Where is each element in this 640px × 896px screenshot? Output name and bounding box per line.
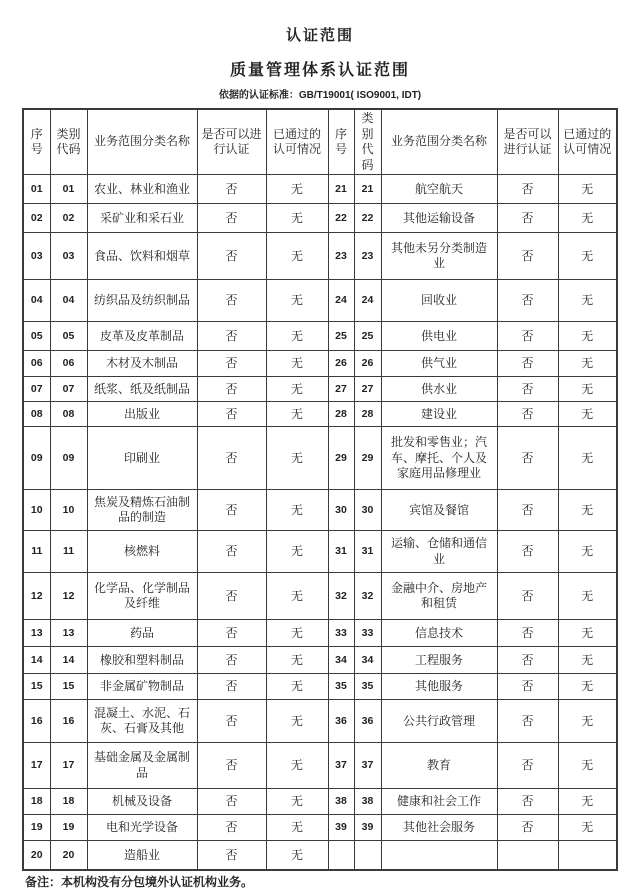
cell-name-left: 核燃料 [87,531,197,573]
cell-seq-right: 28 [328,402,354,427]
cell-accreditation-left: 无 [266,402,328,427]
cell-seq-right: 22 [328,204,354,233]
cell-code-right: 39 [354,815,381,841]
cell-code-left: 07 [50,377,87,402]
cell-code-left: 17 [50,743,87,789]
cell-name-right: 健康和社会工作 [381,789,497,815]
cell-certifiable-right: 否 [497,789,558,815]
table-row [23,620,617,647]
cell-code-left: 19 [50,815,87,841]
cell-code-right: 36 [354,700,381,743]
cell-seq-right: 31 [328,531,354,573]
cell-code-right: 24 [354,280,381,322]
cell-seq-left: 16 [23,700,50,743]
cell-seq-right: 23 [328,233,354,280]
cell-certifiable-left: 否 [197,175,266,204]
header-seq-right: 序号 [328,109,354,175]
cell-code-left: 14 [50,647,87,674]
cell-certifiable-left: 否 [197,647,266,674]
cell-certifiable-right: 否 [497,351,558,377]
cell-seq-left: 06 [23,351,50,377]
cell-certifiable-left: 否 [197,573,266,620]
table-row [23,815,617,841]
cell-seq-right: 37 [328,743,354,789]
cell-certifiable-left: 否 [197,789,266,815]
cell-accreditation-right: 无 [558,815,617,841]
cell-accreditation-right: 无 [558,377,617,402]
table-row [23,573,617,620]
cell-accreditation-right: 无 [558,402,617,427]
cell-code-left: 03 [50,233,87,280]
table-row [23,531,617,573]
cell-seq-right: 27 [328,377,354,402]
cell-seq-right: 25 [328,322,354,351]
cell-code-right: 34 [354,647,381,674]
cell-code-left: 11 [50,531,87,573]
cell-code-left: 05 [50,322,87,351]
cell-accreditation-left: 无 [266,280,328,322]
cell-name-left: 混凝土、水泥、石灰、石膏及其他 [87,700,197,743]
cell-certifiable-right: 否 [497,280,558,322]
cell-certifiable-right: 否 [497,674,558,700]
cell-name-right: 其他未另分类制造业 [381,233,497,280]
cell-accreditation-left: 无 [266,377,328,402]
header-accreditation-left: 已通过的认可情况 [266,109,328,175]
header-code-right: 类别代码 [354,109,381,175]
header-certifiable-right: 是否可以进行认证 [497,109,558,175]
cell-seq-right: 34 [328,647,354,674]
cell-certifiable-right: 否 [497,490,558,531]
cell-code-right: 21 [354,175,381,204]
cell-name-right: 金融中介、房地产和租赁 [381,573,497,620]
header-seq-left: 序号 [23,109,50,175]
cell-certifiable-left: 否 [197,620,266,647]
cell-name-left: 印刷业 [87,427,197,490]
cell-code-right: 33 [354,620,381,647]
cell-accreditation-left: 无 [266,647,328,674]
cell-certifiable-right: 否 [497,743,558,789]
cell-certifiable-right: 否 [497,700,558,743]
cell-certifiable-left: 否 [197,204,266,233]
cell-seq-left: 18 [23,789,50,815]
cell-seq-left: 07 [23,377,50,402]
table-head [23,109,617,175]
cell-seq-left: 04 [23,280,50,322]
cell-seq-right: 38 [328,789,354,815]
cell-name-left: 出版业 [87,402,197,427]
cell-accreditation-right: 无 [558,647,617,674]
cell-name-left: 食品、饮料和烟草 [87,233,197,280]
cell-accreditation-left: 无 [266,743,328,789]
table-body [23,175,617,871]
cell-seq-right: 21 [328,175,354,204]
header-name-left: 业务范围分类名称 [87,109,197,175]
cell-name-left: 非金属矿物制品 [87,674,197,700]
cell-accreditation-left: 无 [266,175,328,204]
cell-seq-left: 20 [23,841,50,871]
cell-code-left: 12 [50,573,87,620]
cell-accreditation-left: 无 [266,204,328,233]
cell-seq-right: 30 [328,490,354,531]
cell-certifiable-right: 否 [497,322,558,351]
standard-label: 依据的认证标准： [218,90,299,102]
cell-name-left: 电和光学设备 [87,815,197,841]
cell-name-right: 供气业 [381,351,497,377]
cell-certifiable-right: 否 [497,377,558,402]
cell-name-right: 回收业 [381,280,497,322]
cell-name-left: 农业、林业和渔业 [87,175,197,204]
cell-accreditation-left: 无 [266,427,328,490]
cell-code-right: 22 [354,204,381,233]
cell-code-left: 04 [50,280,87,322]
cell-accreditation-right: 无 [558,490,617,531]
cell-seq-right: 29 [328,427,354,490]
table-row [23,490,617,531]
cell-accreditation-left: 无 [266,674,328,700]
cell-code-left: 01 [50,175,87,204]
cell-accreditation-left: 无 [266,233,328,280]
cell-seq-left: 08 [23,402,50,427]
table-row [23,789,617,815]
cell-certifiable-left: 否 [197,743,266,789]
header-accreditation-right: 已通过的认可情况 [558,109,617,175]
cell-seq-left: 11 [23,531,50,573]
cell-name-right: 信息技术 [381,620,497,647]
cell-accreditation-left: 无 [266,620,328,647]
cell-seq-right: 35 [328,674,354,700]
cell-seq-right: 39 [328,815,354,841]
cell-code-left: 10 [50,490,87,531]
cell-accreditation-right: 无 [558,322,617,351]
cell-code-right: 27 [354,377,381,402]
cell-accreditation-left: 无 [266,573,328,620]
cell-accreditation-left: 无 [266,322,328,351]
cell-certifiable-left: 否 [197,531,266,573]
cell-name-left: 木材及木制品 [87,351,197,377]
table-row [23,700,617,743]
cell-name-right: 教育 [381,743,497,789]
cell-certifiable-right: 否 [497,620,558,647]
cell-code-left: 09 [50,427,87,490]
cell-seq-left: 17 [23,743,50,789]
cell-accreditation-left: 无 [266,700,328,743]
cell-seq-right [328,841,354,871]
cell-seq-left: 01 [23,175,50,204]
cell-accreditation-right: 无 [558,280,617,322]
cell-code-left: 18 [50,789,87,815]
cell-accreditation-left: 无 [266,841,328,871]
cell-code-left: 16 [50,700,87,743]
standard-line [0,90,640,101]
cell-accreditation-right: 无 [558,531,617,573]
cell-name-right: 工程服务 [381,647,497,674]
cell-certifiable-right: 否 [497,204,558,233]
cell-accreditation-right: 无 [558,573,617,620]
cell-certifiable-left: 否 [197,351,266,377]
cell-seq-left: 09 [23,427,50,490]
cell-code-left: 06 [50,351,87,377]
table-row [23,322,617,351]
cell-certifiable-left: 否 [197,490,266,531]
cell-accreditation-right: 无 [558,620,617,647]
cell-seq-right: 33 [328,620,354,647]
cell-seq-left: 15 [23,674,50,700]
cell-name-left: 橡胶和塑料制品 [87,647,197,674]
cell-name-right: 批发和零售业；汽车、摩托、个人及家庭用品修理业 [381,427,497,490]
table-row [23,351,617,377]
table-row [23,674,617,700]
standard-value: GB/T19001( ISO9001, IDT) [298,90,422,102]
header-code-left: 类别代码 [50,109,87,175]
cell-name-left: 焦炭及精炼石油制品的制造 [87,490,197,531]
cell-name-left: 纺织品及纺织制品 [87,280,197,322]
cell-code-right [354,841,381,871]
cell-accreditation-right [558,841,617,871]
cell-seq-left: 05 [23,322,50,351]
cell-name-right: 建设业 [381,402,497,427]
cell-certifiable-right: 否 [497,531,558,573]
cell-accreditation-right: 无 [558,743,617,789]
cell-name-right: 其他服务 [381,674,497,700]
cell-accreditation-left: 无 [266,531,328,573]
cell-seq-left: 03 [23,233,50,280]
cell-certifiable-right: 否 [497,573,558,620]
cell-name-right: 运输、仓储和通信业 [381,531,497,573]
cell-code-right: 26 [354,351,381,377]
cell-seq-left: 10 [23,490,50,531]
cell-code-left: 13 [50,620,87,647]
cell-code-right: 25 [354,322,381,351]
cell-code-left: 08 [50,402,87,427]
table-row [23,233,617,280]
table-row [23,647,617,674]
cell-accreditation-left: 无 [266,351,328,377]
cell-name-right: 公共行政管理 [381,700,497,743]
cell-accreditation-right: 无 [558,674,617,700]
cell-name-left: 纸浆、纸及纸制品 [87,377,197,402]
cell-code-right: 28 [354,402,381,427]
table-row [23,427,617,490]
cell-seq-right: 26 [328,351,354,377]
cell-code-left: 02 [50,204,87,233]
cell-name-right [381,841,497,871]
table-row [23,841,617,871]
cell-name-left: 造船业 [87,841,197,871]
cell-certifiable-right: 否 [497,175,558,204]
cell-accreditation-left: 无 [266,815,328,841]
cell-code-right: 29 [354,427,381,490]
cell-certifiable-right: 否 [497,427,558,490]
cell-accreditation-left: 无 [266,490,328,531]
cell-certifiable-left: 否 [197,402,266,427]
page-title: 认证范围 [285,28,354,44]
cell-certifiable-left: 否 [197,377,266,402]
cell-accreditation-right: 无 [558,233,617,280]
cell-certifiable-left: 否 [197,322,266,351]
cell-name-right: 供水业 [381,377,497,402]
cell-code-right: 23 [354,233,381,280]
header-row [23,109,617,175]
cell-name-left: 采矿业和采石业 [87,204,197,233]
cell-code-right: 32 [354,573,381,620]
cell-accreditation-right: 无 [558,427,617,490]
cell-certifiable-right [497,841,558,871]
cell-name-right: 供电业 [381,322,497,351]
cell-code-right: 31 [354,531,381,573]
certification-scope-table [22,108,618,871]
cell-accreditation-left: 无 [266,789,328,815]
cell-certifiable-right: 否 [497,647,558,674]
cell-code-right: 37 [354,743,381,789]
cell-code-right: 30 [354,490,381,531]
cell-certifiable-left: 否 [197,427,266,490]
table-row [23,402,617,427]
cell-name-left: 药品 [87,620,197,647]
table-row [23,280,617,322]
cell-certifiable-left: 否 [197,815,266,841]
cell-name-left: 化学品、化学制品及纤维 [87,573,197,620]
cell-certifiable-right: 否 [497,233,558,280]
table-row [23,377,617,402]
cell-certifiable-right: 否 [497,402,558,427]
cell-accreditation-right: 无 [558,789,617,815]
footnote: 备注：本机构没有分包境外认证机构业务。 [25,875,254,890]
cell-certifiable-right: 否 [497,815,558,841]
table-row [23,204,617,233]
cell-name-right: 其他运输设备 [381,204,497,233]
table-row [23,743,617,789]
cell-code-left: 15 [50,674,87,700]
cell-seq-right: 32 [328,573,354,620]
cell-seq-left: 19 [23,815,50,841]
table-row [23,175,617,204]
header-name-right: 业务范围分类名称 [381,109,497,175]
cell-name-right: 航空航天 [381,175,497,204]
header-certifiable-left: 是否可以进行认证 [197,109,266,175]
cell-name-right: 其他社会服务 [381,815,497,841]
cell-seq-left: 02 [23,204,50,233]
cell-code-right: 38 [354,789,381,815]
cell-code-left: 20 [50,841,87,871]
cell-certifiable-left: 否 [197,841,266,871]
page-subtitle: 质量管理体系认证范围 [229,61,410,79]
cell-seq-right: 24 [328,280,354,322]
cell-accreditation-right: 无 [558,204,617,233]
cell-certifiable-left: 否 [197,233,266,280]
cell-certifiable-left: 否 [197,674,266,700]
cell-name-left: 皮革及皮革制品 [87,322,197,351]
cell-accreditation-right: 无 [558,700,617,743]
cell-accreditation-right: 无 [558,351,617,377]
cell-name-right: 宾馆及餐馆 [381,490,497,531]
cell-name-left: 基础金属及金属制品 [87,743,197,789]
cell-name-left: 机械及设备 [87,789,197,815]
cell-code-right: 35 [354,674,381,700]
cell-seq-left: 14 [23,647,50,674]
cell-seq-left: 12 [23,573,50,620]
cell-certifiable-left: 否 [197,280,266,322]
cell-seq-right: 36 [328,700,354,743]
cell-accreditation-right: 无 [558,175,617,204]
cell-certifiable-left: 否 [197,700,266,743]
cell-seq-left: 13 [23,620,50,647]
